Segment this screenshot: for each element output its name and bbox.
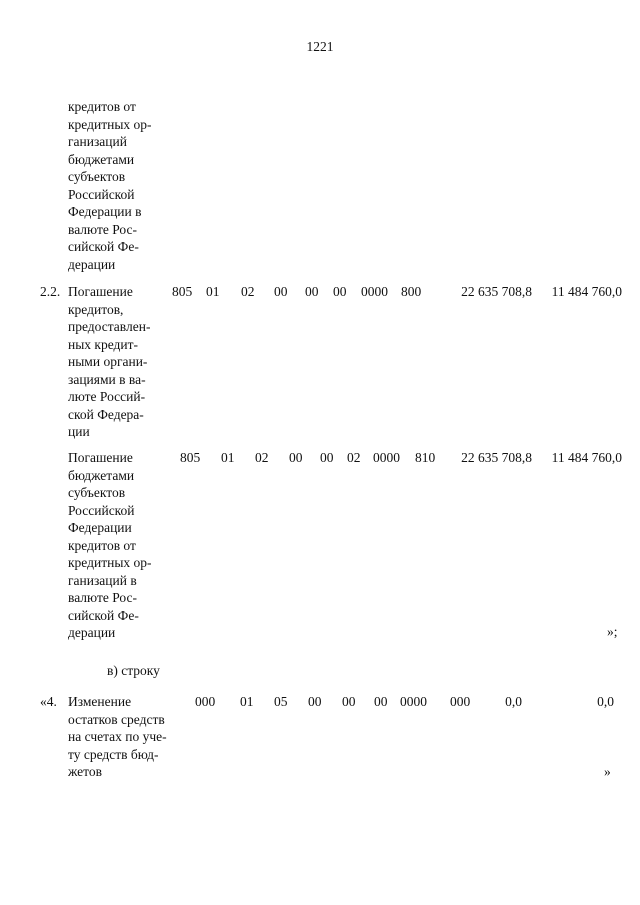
code-cell: 00 — [289, 450, 303, 465]
code-cell: 00 — [342, 694, 356, 709]
row-number: 2.2. — [40, 284, 61, 299]
name-line: ными органи- — [68, 354, 148, 369]
value-cell: 11 484 760,0 — [551, 284, 622, 299]
code-cell: 800 — [401, 284, 422, 299]
continued-row-name — [68, 98, 152, 273]
code-cell: 000 — [195, 694, 216, 709]
name-line: дерации — [68, 625, 116, 640]
row-number: «4. — [40, 694, 57, 709]
code-cell: 05 — [274, 694, 288, 709]
name-line: Российской — [68, 502, 135, 518]
name-line: кредитных ор- — [68, 555, 152, 570]
name-line: субъектов — [68, 169, 126, 184]
name-line: бюджетами — [68, 467, 135, 483]
row-2-2-name — [68, 283, 150, 441]
name-line: на счетах по уче- — [68, 729, 167, 744]
code-cell: 02 — [347, 450, 361, 465]
name-line: сийской Фе- — [68, 607, 139, 623]
name-line: субъектов — [68, 485, 126, 500]
value-cell: 0,0 — [505, 694, 522, 709]
code-cell: 00 — [320, 450, 334, 465]
code-cell: 01 — [206, 284, 220, 299]
page-number: 1221 — [306, 39, 334, 54]
value-cell: 11 484 760,0 — [551, 450, 622, 465]
name-line: ту средств бюд- — [68, 746, 159, 762]
code-cell: 805 — [172, 284, 193, 299]
name-line: Изменение — [68, 694, 132, 709]
name-line: Федерации в — [68, 204, 142, 219]
name-line: ных кредит- — [68, 336, 139, 352]
code-cell: 00 — [333, 284, 347, 299]
code-cell: 000 — [450, 694, 471, 709]
name-line: кредитных ор- — [68, 116, 152, 132]
name-line: сийской Фе- — [68, 239, 139, 254]
value-cell: 22 635 708,8 — [461, 284, 532, 299]
code-cell: 01 — [240, 694, 254, 709]
code-cell: 02 — [255, 450, 269, 465]
name-line: кредитов от — [68, 99, 136, 114]
name-line: Погашение — [68, 450, 133, 465]
instruction-text: в) строку — [107, 663, 160, 678]
name-line: ганизаций в — [68, 572, 137, 588]
name-line: ганизаций — [68, 134, 127, 149]
repay-row-name — [68, 449, 152, 642]
name-line: зациями в ва- — [68, 371, 146, 387]
code-cell: 0000 — [361, 284, 388, 299]
name-line: жетов — [68, 764, 102, 779]
name-line: бюджетами — [68, 151, 135, 167]
name-line: Федерации — [68, 520, 132, 535]
code-cell: 00 — [374, 694, 388, 709]
name-line: остатков средств — [68, 711, 165, 727]
code-cell: 00 — [308, 694, 322, 709]
name-line: кредитов, — [68, 301, 124, 317]
row-4-name — [68, 693, 167, 781]
code-cell: 00 — [274, 284, 288, 299]
value-cell: 22 635 708,8 — [461, 450, 532, 465]
name-line: валюте Рос- — [68, 221, 137, 237]
closing-quote: » — [604, 764, 611, 779]
name-line: Российской — [68, 186, 135, 202]
code-cell: 0000 — [373, 450, 400, 465]
name-line: Погашение — [68, 284, 133, 299]
closing-quote: »; — [607, 624, 618, 639]
code-cell: 02 — [241, 284, 255, 299]
code-cell: 805 — [180, 450, 201, 465]
name-line: предоставлен- — [68, 319, 151, 334]
name-line: ции — [68, 424, 90, 439]
name-line: люте Россий- — [68, 389, 146, 404]
code-cell: 810 — [415, 450, 436, 465]
code-cell: 0000 — [400, 694, 427, 709]
value-cell: 0,0 — [597, 694, 614, 709]
name-line: ской Федера- — [68, 406, 144, 422]
name-line: дерации — [68, 256, 116, 272]
name-line: кредитов от — [68, 537, 136, 553]
code-cell: 00 — [305, 284, 319, 299]
code-cell: 01 — [221, 450, 235, 465]
name-line: валюте Рос- — [68, 590, 137, 605]
